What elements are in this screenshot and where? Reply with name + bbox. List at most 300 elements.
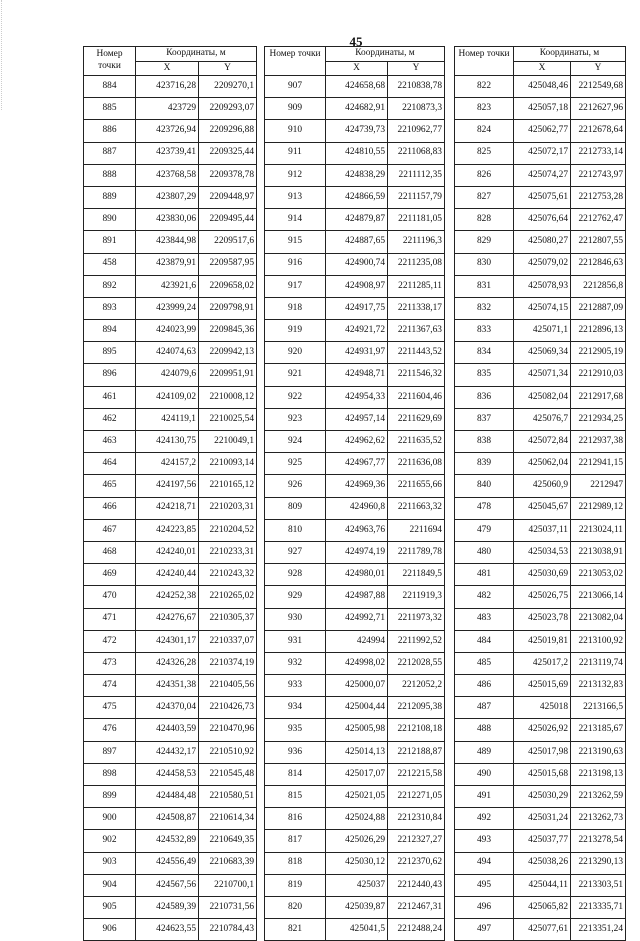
- y-coordinate-cell: 2213100,92: [571, 630, 626, 652]
- x-coordinate-cell: 425062,04: [514, 453, 571, 475]
- table-row: [84, 675, 257, 697]
- x-coordinate-cell: 425079,02: [514, 253, 571, 275]
- y-coordinate-cell: 2212856,8: [571, 275, 626, 297]
- y-coordinate-cell: 2212108,18: [388, 719, 445, 741]
- y-coordinate-cell: 2210545,48: [199, 763, 257, 785]
- table-row: [265, 763, 445, 785]
- y-coordinate-cell: 2210683,39: [199, 852, 257, 874]
- table-row: [265, 297, 445, 319]
- table-row: [455, 342, 626, 364]
- x-coordinate-cell: 425071,1: [514, 320, 571, 342]
- table-row: [455, 364, 626, 386]
- point-number-cell: 927: [265, 541, 326, 563]
- table-row: [455, 896, 626, 918]
- y-coordinate-cell: 2212327,27: [388, 830, 445, 852]
- table-row: [455, 808, 626, 830]
- point-number-cell: 887: [84, 142, 136, 164]
- table-row: [84, 209, 257, 231]
- x-coordinate-cell: 425037: [326, 874, 388, 896]
- x-coordinate-cell: 424197,56: [136, 475, 199, 497]
- table-row: [265, 675, 445, 697]
- point-number-cell: 490: [455, 763, 514, 785]
- table-row: [265, 186, 445, 208]
- table-row: [84, 852, 257, 874]
- x-coordinate-cell: 424023,99: [136, 320, 199, 342]
- y-coordinate-cell: 2209270,1: [199, 76, 257, 98]
- y-coordinate-cell: 2209296,88: [199, 120, 257, 142]
- y-coordinate-cell: 2211112,35: [388, 164, 445, 186]
- x-coordinate-cell: 424240,01: [136, 541, 199, 563]
- x-coordinate-cell: 425074,15: [514, 297, 571, 319]
- point-number-cell: 899: [84, 786, 136, 808]
- x-coordinate-cell: 424508,87: [136, 808, 199, 830]
- x-coordinate-cell: 424556,49: [136, 852, 199, 874]
- table-row: [455, 231, 626, 253]
- table-row: [455, 253, 626, 275]
- y-coordinate-cell: 2210470,96: [199, 719, 257, 741]
- x-coordinate-cell: 424276,67: [136, 608, 199, 630]
- table-row: [84, 320, 257, 342]
- point-number-cell: 930: [265, 608, 326, 630]
- y-coordinate-cell: 2210731,56: [199, 896, 257, 918]
- table-row: [455, 431, 626, 453]
- y-coordinate-cell: 2213082,04: [571, 608, 626, 630]
- x-coordinate-cell: 424962,62: [326, 431, 388, 453]
- point-number-cell: 897: [84, 741, 136, 763]
- point-number-cell: 491: [455, 786, 514, 808]
- point-number-cell: 909: [265, 98, 326, 120]
- x-coordinate-cell: 425030,12: [326, 852, 388, 874]
- y-coordinate-cell: 2210784,43: [199, 919, 257, 941]
- y-coordinate-cell: 2213185,67: [571, 719, 626, 741]
- point-number-header: Номер точки: [455, 47, 514, 76]
- point-number-cell: 910: [265, 120, 326, 142]
- y-coordinate-cell: 2211068,83: [388, 142, 445, 164]
- y-coordinate-cell: 2209325,44: [199, 142, 257, 164]
- table-row: [265, 808, 445, 830]
- point-number-cell: 485: [455, 652, 514, 674]
- y-coordinate-cell: 2213166,5: [571, 697, 626, 719]
- x-coordinate-cell: 424838,29: [326, 164, 388, 186]
- point-number-cell: 476: [84, 719, 136, 741]
- y-coordinate-cell: 2210510,92: [199, 741, 257, 763]
- table-row: [455, 763, 626, 785]
- point-number-cell: 487: [455, 697, 514, 719]
- x-coordinate-cell: 425030,29: [514, 786, 571, 808]
- x-coordinate-cell: 423921,6: [136, 275, 199, 297]
- point-number-cell: 822: [455, 76, 514, 98]
- y-coordinate-cell: 2210405,56: [199, 675, 257, 697]
- x-coordinate-cell: 423807,29: [136, 186, 199, 208]
- x-coordinate-cell: 424682,91: [326, 98, 388, 120]
- y-coordinate-cell: 2212947: [571, 475, 626, 497]
- table-row: [265, 386, 445, 408]
- point-number-cell: 467: [84, 519, 136, 541]
- point-number-cell: 480: [455, 541, 514, 563]
- x-coordinate-cell: 424119,1: [136, 408, 199, 430]
- y-coordinate-cell: 2212887,09: [571, 297, 626, 319]
- scan-margin-marks: [1, 0, 12, 110]
- x-coordinate-cell: 424957,14: [326, 408, 388, 430]
- y-coordinate-cell: 2210233,31: [199, 541, 257, 563]
- table-row: [455, 98, 626, 120]
- y-coordinate-cell: 2213053,02: [571, 564, 626, 586]
- point-number-cell: 820: [265, 896, 326, 918]
- table-row: [265, 697, 445, 719]
- y-coordinate-cell: 2209845,36: [199, 320, 257, 342]
- x-coordinate-cell: 424963,76: [326, 519, 388, 541]
- x-coordinate-cell: 424810,55: [326, 142, 388, 164]
- table-row: [84, 386, 257, 408]
- table-row: [265, 852, 445, 874]
- point-number-cell: 906: [84, 919, 136, 941]
- x-coordinate-cell: 424130,75: [136, 431, 199, 453]
- y-coordinate-cell: 2212188,87: [388, 741, 445, 763]
- y-coordinate-cell: 2213024,11: [571, 519, 626, 541]
- point-number-cell: 912: [265, 164, 326, 186]
- table-row: [84, 896, 257, 918]
- x-coordinate-cell: 425037,11: [514, 519, 571, 541]
- table-row: [455, 697, 626, 719]
- x-coordinate-cell: 424987,88: [326, 586, 388, 608]
- x-coordinate-cell: 425069,34: [514, 342, 571, 364]
- y-coordinate-cell: 2212215,58: [388, 763, 445, 785]
- y-coordinate-cell: 2211443,52: [388, 342, 445, 364]
- table-row: [84, 297, 257, 319]
- point-number-cell: 465: [84, 475, 136, 497]
- y-coordinate-cell: 2209495,44: [199, 209, 257, 231]
- point-number-cell: 815: [265, 786, 326, 808]
- x-coordinate-cell: 425015,68: [514, 763, 571, 785]
- y-coordinate-cell: 2210243,32: [199, 564, 257, 586]
- table-row: [84, 497, 257, 519]
- table-row: [455, 675, 626, 697]
- point-number-cell: 892: [84, 275, 136, 297]
- point-number-cell: 462: [84, 408, 136, 430]
- x-coordinate-cell: 425078,93: [514, 275, 571, 297]
- point-number-cell: 913: [265, 186, 326, 208]
- y-coordinate-cell: 2212488,24: [388, 919, 445, 941]
- x-coordinate-cell: 424992,71: [326, 608, 388, 630]
- table-row: [84, 453, 257, 475]
- table-row: [84, 98, 257, 120]
- table-row: [265, 209, 445, 231]
- point-number-cell: 896: [84, 364, 136, 386]
- x-coordinate-cell: 425065,82: [514, 896, 571, 918]
- y-coordinate-cell: 2212807,55: [571, 231, 626, 253]
- point-number-cell: 488: [455, 719, 514, 741]
- x-coordinate-cell: 423726,94: [136, 120, 199, 142]
- y-coordinate-cell: 2211196,3: [388, 231, 445, 253]
- x-coordinate-cell: 424458,53: [136, 763, 199, 785]
- page-number: 45: [349, 34, 363, 49]
- y-coordinate-cell: 2213190,63: [571, 741, 626, 763]
- table-row: [455, 76, 626, 98]
- point-number-cell: 828: [455, 209, 514, 231]
- point-number-cell: 934: [265, 697, 326, 719]
- y-coordinate-cell: 2209587,95: [199, 253, 257, 275]
- point-number-cell: 817: [265, 830, 326, 852]
- x-coordinate-cell: 424908,97: [326, 275, 388, 297]
- y-coordinate-cell: 2213132,83: [571, 675, 626, 697]
- y-coordinate-cell: 2212028,55: [388, 652, 445, 674]
- y-coordinate-cell: 2211636,08: [388, 453, 445, 475]
- y-coordinate-cell: 2213198,13: [571, 763, 626, 785]
- coordinates-table-2: [264, 46, 445, 941]
- x-coordinate-cell: 424969,36: [326, 475, 388, 497]
- x-coordinate-cell: 424887,65: [326, 231, 388, 253]
- y-coordinate-cell: 2212941,15: [571, 453, 626, 475]
- y-coordinate-cell: 2210649,35: [199, 830, 257, 852]
- y-coordinate-cell: 2211235,08: [388, 253, 445, 275]
- point-number-cell: 816: [265, 808, 326, 830]
- point-number-cell: 889: [84, 186, 136, 208]
- table-row: [84, 697, 257, 719]
- x-coordinate-cell: 424218,71: [136, 497, 199, 519]
- x-coordinate-cell: 423768,58: [136, 164, 199, 186]
- coordinates-header: Координаты, м: [514, 47, 626, 62]
- y-coordinate-cell: 2213066,14: [571, 586, 626, 608]
- x-coordinate-cell: 425048,46: [514, 76, 571, 98]
- x-coordinate-cell: 424900,74: [326, 253, 388, 275]
- x-coordinate-cell: 425071,34: [514, 364, 571, 386]
- x-coordinate-cell: 425026,75: [514, 586, 571, 608]
- table-row: [455, 741, 626, 763]
- table-row: [84, 652, 257, 674]
- x-coordinate-cell: 425041,5: [326, 919, 388, 941]
- point-number-cell: 890: [84, 209, 136, 231]
- x-coordinate-cell: 424994: [326, 630, 388, 652]
- table-row: [84, 431, 257, 453]
- y-coordinate-cell: 2212627,96: [571, 98, 626, 120]
- point-number-cell: 814: [265, 763, 326, 785]
- point-number-cell: 466: [84, 497, 136, 519]
- y-coordinate-cell: 2209517,6: [199, 231, 257, 253]
- point-number-cell: 904: [84, 874, 136, 896]
- y-coordinate-cell: 2212934,25: [571, 408, 626, 430]
- x-coordinate-cell: 425037,77: [514, 830, 571, 852]
- table-row: [455, 275, 626, 297]
- table-row: [265, 364, 445, 386]
- table-row: [455, 209, 626, 231]
- y-coordinate-cell: 2213119,74: [571, 652, 626, 674]
- x-coordinate-cell: 424351,38: [136, 675, 199, 697]
- point-number-cell: 468: [84, 541, 136, 563]
- point-number-cell: 926: [265, 475, 326, 497]
- table-row: [84, 253, 257, 275]
- x-header: X: [136, 62, 199, 76]
- x-coordinate-cell: 424109,02: [136, 386, 199, 408]
- table-row: [265, 475, 445, 497]
- table-row: [265, 98, 445, 120]
- y-coordinate-cell: 2211789,78: [388, 541, 445, 563]
- x-coordinate-cell: 424403,59: [136, 719, 199, 741]
- x-header: X: [514, 62, 571, 76]
- x-coordinate-cell: 425024,88: [326, 808, 388, 830]
- y-coordinate-cell: 2211157,79: [388, 186, 445, 208]
- table-row: [455, 541, 626, 563]
- y-coordinate-cell: 2209378,78: [199, 164, 257, 186]
- table-row: [265, 564, 445, 586]
- y-coordinate-cell: 2209448,97: [199, 186, 257, 208]
- y-coordinate-cell: 2210374,19: [199, 652, 257, 674]
- x-coordinate-cell: 424432,17: [136, 741, 199, 763]
- table-row: [455, 586, 626, 608]
- point-number-cell: 886: [84, 120, 136, 142]
- y-coordinate-cell: 2211849,5: [388, 564, 445, 586]
- table-row: [455, 519, 626, 541]
- table-row: [84, 741, 257, 763]
- point-number-cell: 496: [455, 896, 514, 918]
- x-coordinate-cell: 425026,29: [326, 830, 388, 852]
- table-row: [84, 142, 257, 164]
- point-number-cell: 933: [265, 675, 326, 697]
- table-row: [455, 497, 626, 519]
- y-coordinate-cell: 2210838,78: [388, 76, 445, 98]
- x-coordinate-cell: 425004,44: [326, 697, 388, 719]
- y-coordinate-cell: 2213262,73: [571, 808, 626, 830]
- y-header: Y: [388, 62, 445, 76]
- table-row: [84, 364, 257, 386]
- x-coordinate-cell: 425062,77: [514, 120, 571, 142]
- x-coordinate-cell: 423716,28: [136, 76, 199, 98]
- point-number-cell: 920: [265, 342, 326, 364]
- x-coordinate-cell: 423830,06: [136, 209, 199, 231]
- point-number-cell: 469: [84, 564, 136, 586]
- point-number-cell: 818: [265, 852, 326, 874]
- table-row: [84, 342, 257, 364]
- table-row: [455, 475, 626, 497]
- table-row: [455, 297, 626, 319]
- y-coordinate-cell: 2213038,91: [571, 541, 626, 563]
- point-number-cell: 922: [265, 386, 326, 408]
- x-coordinate-cell: 424532,89: [136, 830, 199, 852]
- point-number-cell: 830: [455, 253, 514, 275]
- x-coordinate-cell: 425075,61: [514, 186, 571, 208]
- point-number-cell: 463: [84, 431, 136, 453]
- table-row: [455, 786, 626, 808]
- point-number-cell: 840: [455, 475, 514, 497]
- point-number-cell: 935: [265, 719, 326, 741]
- x-coordinate-cell: 424931,97: [326, 342, 388, 364]
- x-coordinate-cell: 425076,7: [514, 408, 571, 430]
- table-row: [265, 719, 445, 741]
- coordinates-header: Координаты, м: [136, 47, 257, 62]
- y-coordinate-cell: 2211546,32: [388, 364, 445, 386]
- point-number-cell: 902: [84, 830, 136, 852]
- y-coordinate-cell: 2210337,07: [199, 630, 257, 652]
- point-number-cell: 486: [455, 675, 514, 697]
- point-number-cell: 809: [265, 497, 326, 519]
- x-coordinate-cell: 425039,87: [326, 896, 388, 918]
- table-row: [84, 164, 257, 186]
- point-number-cell: 833: [455, 320, 514, 342]
- y-coordinate-cell: 2211655,66: [388, 475, 445, 497]
- point-number-cell: 835: [455, 364, 514, 386]
- point-number-cell: 482: [455, 586, 514, 608]
- y-coordinate-cell: 2211635,52: [388, 431, 445, 453]
- point-number-cell: 900: [84, 808, 136, 830]
- table-row: [455, 608, 626, 630]
- table-row: [455, 852, 626, 874]
- point-number-cell: 475: [84, 697, 136, 719]
- table-row: [84, 231, 257, 253]
- table-row: [84, 830, 257, 852]
- y-coordinate-cell: 2211285,11: [388, 275, 445, 297]
- y-coordinate-cell: 2212905,19: [571, 342, 626, 364]
- y-coordinate-cell: 2212896,13: [571, 320, 626, 342]
- table-row: [455, 652, 626, 674]
- x-coordinate-cell: 425017,2: [514, 652, 571, 674]
- y-coordinate-cell: 2209951,91: [199, 364, 257, 386]
- y-coordinate-cell: 2210093,14: [199, 453, 257, 475]
- y-coordinate-cell: 2213290,13: [571, 852, 626, 874]
- table-row: [265, 519, 445, 541]
- y-coordinate-cell: 2212440,43: [388, 874, 445, 896]
- point-number-cell: 907: [265, 76, 326, 98]
- x-coordinate-cell: 424301,17: [136, 630, 199, 652]
- y-coordinate-cell: 2210265,02: [199, 586, 257, 608]
- table-row: [265, 142, 445, 164]
- table-row: [265, 164, 445, 186]
- table-row: [265, 253, 445, 275]
- table-row: [455, 320, 626, 342]
- table-row: [265, 342, 445, 364]
- x-header: X: [326, 62, 388, 76]
- y-coordinate-cell: 2210203,31: [199, 497, 257, 519]
- y-coordinate-cell: 2209942,13: [199, 342, 257, 364]
- y-coordinate-cell: 2212937,38: [571, 431, 626, 453]
- x-coordinate-cell: 424326,28: [136, 652, 199, 674]
- y-coordinate-cell: 2212753,28: [571, 186, 626, 208]
- table-row: [84, 719, 257, 741]
- y-coordinate-cell: 2211181,05: [388, 209, 445, 231]
- x-coordinate-cell: 425021,05: [326, 786, 388, 808]
- table-row: [265, 497, 445, 519]
- point-number-cell: 819: [265, 874, 326, 896]
- y-coordinate-cell: 2210305,37: [199, 608, 257, 630]
- point-number-cell: 921: [265, 364, 326, 386]
- point-number-cell: 884: [84, 76, 136, 98]
- point-number-cell: 895: [84, 342, 136, 364]
- y-coordinate-cell: 2210049,1: [199, 431, 257, 453]
- table-row: [84, 786, 257, 808]
- point-number-cell: 925: [265, 453, 326, 475]
- y-coordinate-cell: 2212743,97: [571, 164, 626, 186]
- table-row: [84, 808, 257, 830]
- table-row: [265, 830, 445, 852]
- y-coordinate-cell: 2211604,46: [388, 386, 445, 408]
- y-coordinate-cell: 2210025,54: [199, 408, 257, 430]
- x-coordinate-cell: 425076,64: [514, 209, 571, 231]
- point-number-cell: 825: [455, 142, 514, 164]
- table-row: [455, 630, 626, 652]
- point-number-cell: 821: [265, 919, 326, 941]
- coordinates-table-1: [83, 46, 257, 941]
- point-number-cell: 495: [455, 874, 514, 896]
- x-coordinate-cell: 424658,68: [326, 76, 388, 98]
- x-coordinate-cell: 424157,2: [136, 453, 199, 475]
- point-number-cell: 924: [265, 431, 326, 453]
- x-coordinate-cell: 424623,55: [136, 919, 199, 941]
- x-coordinate-cell: 424866,59: [326, 186, 388, 208]
- y-coordinate-cell: 2210204,52: [199, 519, 257, 541]
- y-coordinate-cell: 2211919,3: [388, 586, 445, 608]
- point-number-cell: 919: [265, 320, 326, 342]
- x-coordinate-cell: 424079,6: [136, 364, 199, 386]
- point-number-cell: 832: [455, 297, 514, 319]
- y-coordinate-cell: 2212271,05: [388, 786, 445, 808]
